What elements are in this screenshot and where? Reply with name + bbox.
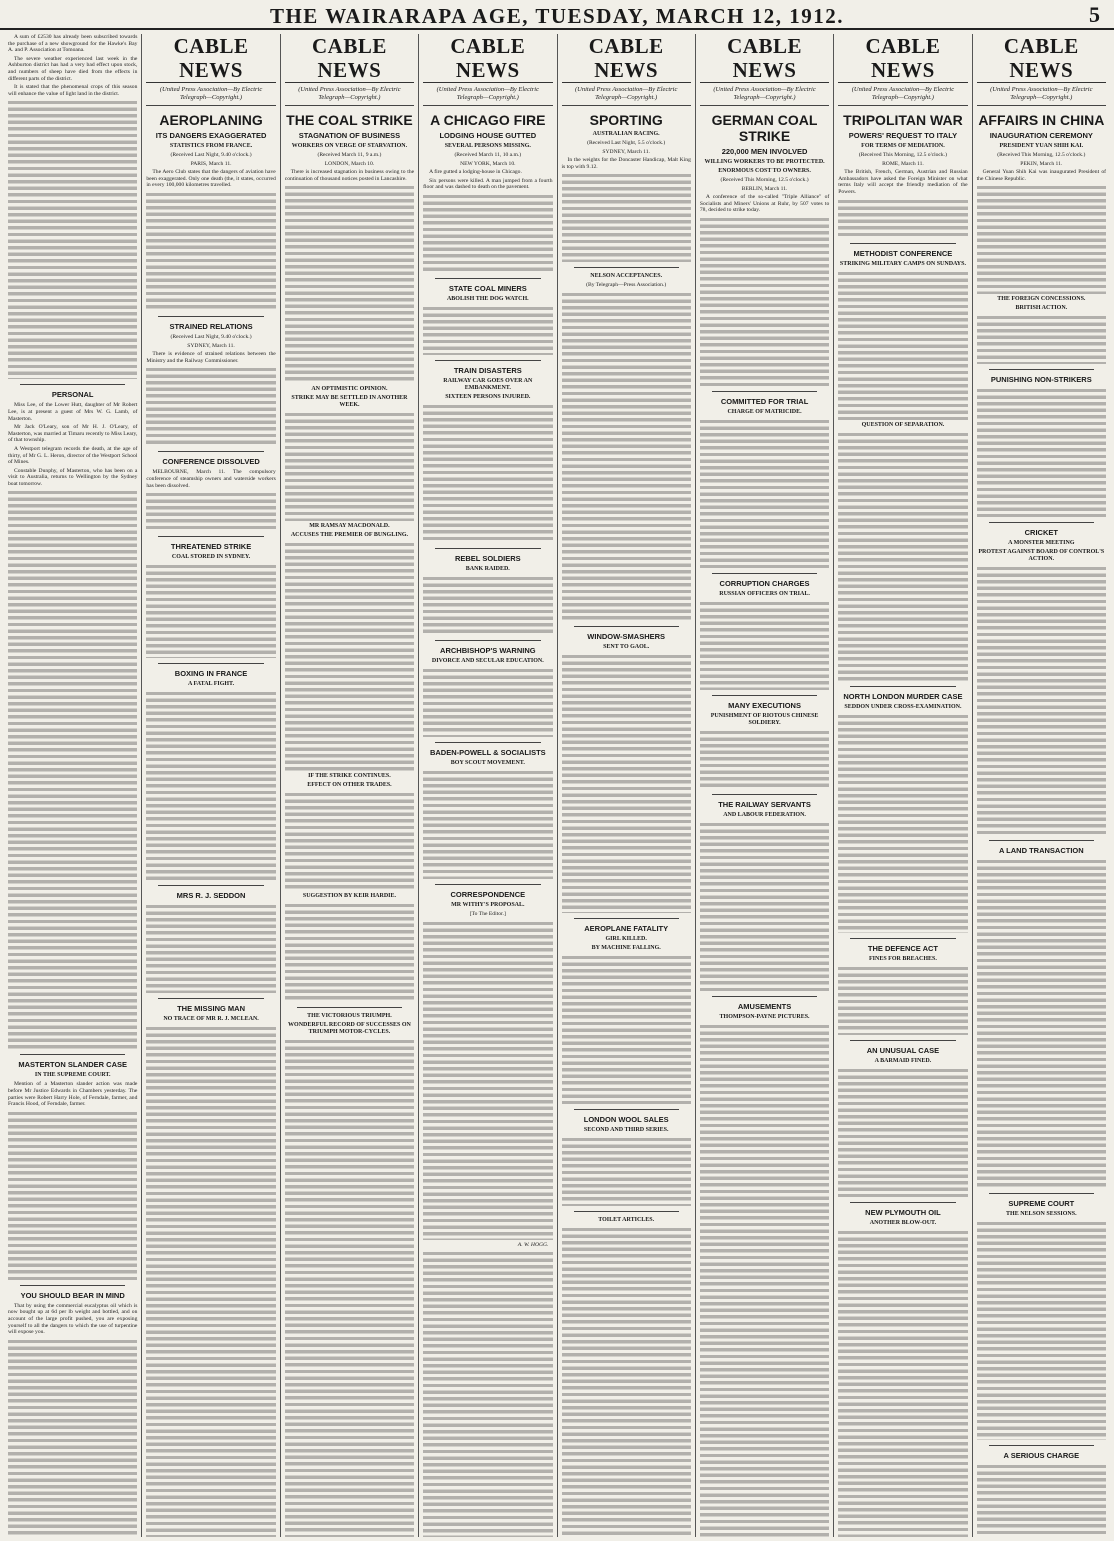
- headline-punishing-non-strikers: PUNISHING NON-STRIKERS: [990, 375, 1092, 385]
- divider: [435, 640, 540, 641]
- subheadline: POWERS' REQUEST TO ITALY: [848, 131, 958, 140]
- cable-news-banner: CABLE NEWS: [838, 34, 967, 83]
- divider: [297, 1007, 402, 1008]
- subheadline: A BARMAID FINED.: [874, 1057, 932, 1064]
- subheadline: STRIKE MAY BE SETTLED IN ANOTHER WEEK.: [291, 395, 408, 409]
- headline-conference: CONFERENCE DISSOLVED: [162, 457, 260, 467]
- subheadline: SIXTEEN PERSONS INJURED.: [445, 393, 531, 400]
- headline-tripolitan-war: TRIPOLITAN WAR: [843, 112, 963, 128]
- divider: [712, 996, 817, 997]
- headline-amusements: AMUSEMENTS: [737, 1001, 792, 1011]
- text-block: [562, 954, 691, 1104]
- advert-heading: THE VICTORIOUS TRIUMPH.: [307, 1013, 392, 1020]
- subheadline: FINES FOR BREACHES.: [869, 955, 937, 962]
- divider: [435, 548, 540, 549]
- dateline: SYDNEY, March 11.: [602, 148, 650, 155]
- section-heading: SUGGESTION BY KEIR HARDIE.: [302, 893, 396, 900]
- received-line: (Received This Morning, 12.5 o'clock.): [720, 177, 809, 183]
- dateline: SYDNEY, March 11.: [187, 342, 235, 349]
- received-line: (Received This Morning, 12.5 o'clock.): [858, 152, 947, 158]
- cable-credit: (United Press Association—By Electric Telegraph—Copyright.): [838, 85, 967, 106]
- subheadline: A MONSTER MEETING: [1008, 540, 1075, 547]
- headline-archbishop: ARCHBISHOP'S WARNING: [440, 645, 536, 655]
- divider: [158, 536, 263, 537]
- divider: [850, 938, 955, 939]
- advert-subheading: WONDERFUL RECORD OF SUCCESSES ON TRIUMPH MOTOR-CYCLES.: [288, 1022, 411, 1036]
- paragraph: General Yuan Shih Kai was inaugurated President of the Chinese Republic.: [976, 169, 1106, 182]
- dateline: ROME, March 11.: [882, 160, 924, 167]
- paragraph: It is stated that the phenomenal crops of this season will enhance the value of light land in the district.: [8, 84, 138, 97]
- cable-credit: (United Press Association—By Electric Telegraph—Copyright.): [977, 85, 1106, 106]
- text-block: [285, 902, 414, 1002]
- received-line: (Received Last Night, 9.40 o'clock.): [170, 152, 252, 158]
- paragraph: The British, French, German, Austrian and Russian Ambassadors have asked the Foreign Minister on what terms Italy will accept the friendly mediation of the Powers.: [838, 169, 968, 195]
- received-line: (Received March 11, 10 a.m.): [454, 152, 522, 158]
- paragraph: The Aero Club states that the dangers of aviation have been exaggerated. Only one death (the, it states, occurred in every 100,000 kilometres travelled.: [146, 169, 276, 189]
- headline-wool-sales: LONDON WOOL SALES: [583, 1114, 669, 1124]
- divider: [712, 573, 817, 574]
- divider: [989, 1445, 1094, 1446]
- divider: [20, 1285, 125, 1286]
- text-block: [146, 903, 275, 993]
- divider: [435, 742, 540, 743]
- column-4: [419, 34, 557, 1537]
- subheadline: SECOND AND THIRD SERIES.: [583, 1126, 669, 1133]
- advert-heading: YOU SHOULD BEAR IN MIND: [20, 1290, 125, 1300]
- divider: [574, 1211, 679, 1212]
- subheadline: STAGNATION OF BUSINESS: [298, 131, 401, 140]
- headline-aeroplane-fatality: AEROPLANE FATALITY: [584, 923, 669, 933]
- subheadline: MR WITHY'S PROPOSAL.: [451, 901, 525, 908]
- subheadline: BOY SCOUT MOVEMENT.: [450, 759, 525, 766]
- text-block: [146, 491, 275, 531]
- divider: [574, 1109, 679, 1110]
- text-block: [423, 193, 552, 273]
- headline-methodist-conference: METHODIST CONFERENCE: [853, 248, 953, 258]
- text-block: [285, 541, 414, 771]
- text-block: [977, 184, 1106, 294]
- received-line: (Received Last Night, 5.5 o'clock.): [587, 140, 666, 146]
- headline-murder-case: NORTH LONDON MURDER CASE: [843, 691, 963, 701]
- text-block: [562, 1136, 691, 1206]
- text-block: [977, 858, 1106, 1188]
- text-block: [562, 172, 691, 262]
- divider: [712, 695, 817, 696]
- paragraph: Constable Dunphy, of Masterton, who has been on a visit to Australia, returns to Wellington by the Sydney boat tomorrow.: [8, 467, 138, 487]
- column-5: [558, 34, 696, 1537]
- text-block: [838, 270, 967, 420]
- subheadline: ENORMOUS COST TO OWNERS.: [718, 168, 811, 174]
- text-block: [8, 489, 137, 1049]
- paragraph: A sum of £2530 has already been subscribed towards the purchase of a new showground for the Hawke's Bay A. and P. Association at Tomoana.: [8, 34, 138, 54]
- divider: [574, 267, 679, 268]
- text-block: [146, 1025, 275, 1537]
- text-block: [838, 431, 967, 681]
- text-block: [977, 314, 1106, 364]
- divider: [158, 663, 263, 664]
- headline-supreme-court: SUPREME COURT: [1008, 1199, 1075, 1209]
- text-block: [562, 653, 691, 913]
- subheadline: RAILWAY CAR GOES OVER AN EMBANKMENT.: [443, 377, 533, 391]
- text-block: [146, 563, 275, 658]
- cable-credit: (United Press Association—By Electric Telegraph—Copyright.): [285, 85, 414, 106]
- advert-text: That by using the commercial eucalyptus oil which is now bought up at 6d per lb weight and bottled, and on account of the large profit pushed, you are exposing yourself to all the dangers to which the use of turpentine will expose you.: [8, 1302, 138, 1336]
- divider: [850, 1040, 955, 1041]
- headline-committed-for-trial: COMMITTED FOR TRIAL: [720, 396, 809, 406]
- divider: [20, 384, 125, 385]
- text-block: [146, 366, 275, 446]
- cable-news-banner: CABLE NEWS: [423, 34, 552, 83]
- headline-baden-powell: BADEN-POWELL & SOCIALISTS: [429, 747, 546, 757]
- subheadline: CHARGE OF MATRICIDE.: [727, 408, 802, 415]
- section-subheading: IN THE SUPREME COURT.: [34, 1072, 111, 1079]
- dateline: PARIS, March 11.: [190, 160, 232, 167]
- press-credit: (By Telegraph—Press Association.): [586, 282, 667, 289]
- divider: [158, 316, 263, 317]
- subheadline: PUNISHMENT OF RIOTOUS CHINESE SOLDIERY.: [710, 712, 819, 726]
- newspaper-title: THE WAIRARAPA AGE, TUESDAY, MARCH 12, 1912.: [269, 4, 845, 28]
- headline-affairs-in-china: AFFAIRS IN CHINA: [978, 112, 1105, 128]
- text-block: [700, 729, 829, 789]
- subheadline: STRIKING MILITARY CAMPS ON SUNDAYS.: [839, 260, 966, 267]
- subheadline: A FATAL FIGHT.: [188, 681, 235, 688]
- subheadline: ACCUSES THE PREMIER OF BUNGLING.: [290, 532, 409, 539]
- subheadline: LODGING HOUSE GUTTED: [439, 131, 537, 140]
- headline-cricket: CRICKET: [1024, 528, 1058, 538]
- advert-heading: TOILET ARTICLES.: [598, 1216, 655, 1223]
- subheadline: SENT TO GAOL.: [603, 643, 650, 650]
- dateline: BERLIN, March 11.: [741, 185, 788, 192]
- headline-corruption: CORRUPTION CHARGES: [719, 578, 810, 588]
- subheadline: WILLING WORKERS TO BE PROTECTED.: [704, 159, 825, 165]
- headline-boxing: BOXING IN FRANCE: [174, 669, 248, 679]
- dateline: PEKIN, March 11.: [1020, 160, 1063, 167]
- section-heading: IF THE STRIKE CONTINUES.: [308, 773, 391, 780]
- text-block: [423, 575, 552, 635]
- subheadline: GIRL KILLED.: [605, 935, 647, 942]
- divider: [989, 369, 1094, 370]
- text-block: [977, 1463, 1106, 1537]
- subheadline: RUSSIAN OFFICERS ON TRIAL.: [719, 590, 810, 597]
- subheadline: STATISTICS FROM FRANCE.: [169, 143, 253, 149]
- text-block: [700, 1023, 829, 1537]
- headline-nelson-acceptances: NELSON ACCEPTANCES.: [590, 273, 663, 280]
- headline-rebel-soldiers: REBEL SOLDIERS: [454, 553, 521, 563]
- headline-seddon: MRS R. J. SEDDON: [176, 891, 246, 901]
- paragraph: In the weights for the Doncaster Handicap, Malt King is top with 9.12.: [561, 157, 691, 170]
- text-block: [977, 1220, 1106, 1440]
- cable-credit: (United Press Association—By Electric Telegraph—Copyright.): [423, 85, 552, 106]
- text-block: [423, 305, 552, 355]
- subheadline: BY MACHINE FALLING.: [591, 944, 661, 951]
- paragraph: MELBOURNE, March 11. The compulsory conference of steamship owners and waterside workers has been dissolved.: [146, 469, 276, 489]
- divider: [435, 278, 540, 279]
- text-block: [423, 1250, 552, 1537]
- received-line: (Received This Morning, 12.5 o'clock.): [997, 152, 1086, 158]
- headline-unusual-case: AN UNUSUAL CASE: [866, 1045, 940, 1055]
- text-block: [423, 403, 552, 543]
- divider: [158, 885, 263, 886]
- cable-news-banner: CABLE NEWS: [562, 34, 691, 83]
- text-block: [977, 387, 1106, 517]
- paragraph: Mr Jack O'Leary, son of Mr H. J. O'Leary, of Masterton, was married at Timaru recently to Miss Leary, of that township.: [8, 424, 138, 444]
- section-heading: THE FOREIGN CONCESSIONS.: [997, 296, 1086, 303]
- page-number: 5: [1089, 2, 1100, 27]
- text-block: [562, 291, 691, 621]
- subheadline: AUSTRALIAN RACING.: [592, 131, 660, 137]
- subheadline: DIVORCE AND SECULAR EDUCATION.: [431, 657, 544, 664]
- headline-coal-miners: STATE COAL MINERS: [448, 283, 527, 293]
- section-heading-personal: PERSONAL: [51, 390, 94, 400]
- column-6: [696, 34, 834, 1537]
- paragraph: A fire gutted a lodging-house in Chicago.: [429, 169, 522, 176]
- paragraph: A Westport telegram records the death, at the age of thirty, of Mr G. L. Heron, director of the Westport School of Mines.: [8, 445, 138, 466]
- cable-news-banner: CABLE NEWS: [285, 34, 414, 83]
- headline-missing-man: THE MISSING MAN: [177, 1004, 246, 1014]
- subheadline: ANOTHER BLOW-OUT.: [869, 1219, 937, 1226]
- subheadline: SEDDON UNDER CROSS-EXAMINATION.: [844, 703, 962, 710]
- subheadline: ABOLISH THE DOG WATCH.: [446, 295, 529, 302]
- text-block: [838, 198, 967, 238]
- subheadline: PROTEST AGAINST BOARD OF CONTROL'S ACTION.: [978, 549, 1105, 563]
- subheadline: PRESIDENT YUAN SHIH KAI.: [999, 143, 1084, 149]
- text-block: [285, 1038, 414, 1537]
- headline-coal-strike: THE COAL STRIKE: [286, 112, 413, 128]
- subheadline: BRITISH ACTION.: [1015, 305, 1068, 312]
- subheadline: INAUGURATION CEREMONY: [989, 131, 1093, 140]
- headline-window-smashers: WINDOW-SMASHERS: [587, 631, 666, 641]
- column-1: [4, 34, 142, 1537]
- subheadline: COAL STORED IN SYDNEY.: [171, 554, 251, 561]
- section-heading: QUESTION OF SEPARATION.: [861, 421, 945, 428]
- section-heading: AN OPTIMISTIC OPINION.: [311, 386, 388, 393]
- text-block: [146, 191, 275, 311]
- divider: [435, 884, 540, 885]
- subheadline: FOR TERMS OF MEDIATION.: [861, 143, 945, 149]
- newspaper-columns: [4, 34, 1110, 1537]
- text-block: [423, 667, 552, 737]
- divider: [574, 918, 679, 919]
- cable-credit: (United Press Association—By Electric Telegraph—Copyright.): [146, 85, 275, 106]
- text-block: [285, 184, 414, 384]
- text-block: [8, 1338, 137, 1537]
- subheadline: BANK RAIDED.: [465, 565, 510, 572]
- text-block: [838, 1229, 967, 1537]
- text-block: [700, 216, 829, 386]
- divider: [850, 243, 955, 244]
- text-block: [700, 418, 829, 568]
- subheadline: THE NELSON SESSIONS.: [1006, 1211, 1077, 1218]
- subheadline: ITS DANGERS EXAGGERATED: [155, 131, 267, 140]
- editor-note: [To The Editor.]: [469, 910, 506, 917]
- dateline: LONDON, March 10.: [324, 160, 375, 167]
- headline-executions: MANY EXECUTIONS: [728, 700, 801, 710]
- subheadline: EFFECT ON OTHER TRADES.: [307, 782, 392, 789]
- cable-news-banner: CABLE NEWS: [146, 34, 275, 83]
- text-block: [700, 600, 829, 690]
- text-block: [8, 1110, 137, 1280]
- paragraph: A conference of the so-called "Triple Alliance" of Socialists and Miners' Unions at Ruhr, by 507 votes to 78, decided to strike today.: [699, 194, 830, 214]
- text-block: [285, 791, 414, 891]
- text-block: [146, 690, 275, 880]
- divider: [850, 1202, 955, 1203]
- text-block: [562, 1226, 691, 1537]
- divider: [989, 840, 1094, 841]
- headline-land-transaction: A LAND TRANSACTION: [998, 846, 1084, 856]
- paragraph: There is increased stagnation in business owing to the continuation of thousand notices posted in Lancashire.: [284, 169, 415, 182]
- subheadline: NO TRACE OF MR R. J. MCLEAN.: [163, 1016, 259, 1023]
- paragraph: Mention of a Masterton slander action was made before Mr Justice Edwards in Chambers yesterday. The parties were Robert Harry Hole, of Ferndale, farmer, and Francis Hood, of Ferndale, farmer.: [8, 1081, 138, 1108]
- cable-credit: (United Press Association—By Electric Telegraph—Copyright.): [562, 85, 691, 106]
- divider: [989, 1193, 1094, 1194]
- headline-sporting: SPORTING: [589, 112, 663, 128]
- section-heading-slander: MASTERTON SLANDER CASE: [18, 1060, 127, 1070]
- text-block: [8, 99, 137, 379]
- paragraph: Miss Lee, of the Lower Hutt, daughter of Mr Robert Lee, is at present a guest of Mrs W. G. Lamb, of Masterton.: [8, 402, 138, 422]
- subheadline: AND LABOUR FEDERATION.: [723, 811, 806, 818]
- paragraph: Six persons were killed. A man jumped from a fourth floor and was dashed to death on the pavement.: [423, 177, 553, 191]
- divider: [158, 998, 263, 999]
- divider: [989, 522, 1094, 523]
- cable-news-banner: CABLE NEWS: [977, 34, 1106, 83]
- divider: [712, 391, 817, 392]
- dateline: NEW YORK, March 10.: [460, 160, 516, 167]
- cable-credit: (United Press Association—By Electric Telegraph—Copyright.): [700, 85, 829, 106]
- text-block: [838, 965, 967, 1035]
- subheadline: WORKERS ON VERGE OF STARVATION.: [291, 143, 408, 149]
- text-block: [838, 713, 967, 933]
- text-block: [423, 920, 552, 1240]
- headline-threatened-strike: THREATENED STRIKE: [170, 542, 252, 552]
- headline-serious-charge: A SERIOUS CHARGE: [1003, 1451, 1080, 1461]
- headline-aeroplaning: AEROPLANING: [159, 112, 263, 128]
- divider: [435, 360, 540, 361]
- text-block: [700, 821, 829, 991]
- subheadline: THOMPSON-PAYNE PICTURES.: [719, 1013, 810, 1020]
- subheadline: 220,000 MEN INVOLVED: [721, 147, 808, 156]
- divider: [158, 451, 263, 452]
- headline-railway-servants: THE RAILWAY SERVANTS: [718, 799, 811, 809]
- headline-defence-act: THE DEFENCE ACT: [867, 943, 938, 953]
- column-2: [142, 34, 280, 1537]
- paragraph: There is evidence of strained relations between the Ministry and the Railway Commissioner.: [146, 351, 276, 364]
- received-line: (Received Last Night, 9.40 o'clock.): [170, 333, 252, 340]
- text-block: [423, 769, 552, 879]
- headline-chicago-fire: A CHICAGO FIRE: [430, 112, 546, 128]
- headline-german-coal-strike: GERMAN COAL STRIKE: [711, 112, 818, 144]
- column-3: [281, 34, 419, 1537]
- column-7: [834, 34, 972, 1537]
- headline-correspondence: CORRESPONDENCE: [450, 889, 526, 899]
- letter-signature: A. W. HOGG.: [517, 1241, 549, 1248]
- received-line: (Received March 11, 9 a.m.): [317, 152, 382, 158]
- subheadline: SEVERAL PERSONS MISSING.: [444, 143, 531, 149]
- text-block: [977, 565, 1106, 835]
- text-block: [285, 411, 414, 521]
- cable-news-banner: CABLE NEWS: [700, 34, 829, 83]
- masthead: [0, 0, 1114, 30]
- paragraph: The severe weather experienced last week in the Ashburton district has had a very bad effect upon stock, and numbers of sheep have died from the effects in different parts of the district.: [8, 55, 138, 82]
- divider: [712, 794, 817, 795]
- column-8: [973, 34, 1110, 1537]
- text-block: [838, 1067, 967, 1197]
- headline-plymouth-oil: NEW PLYMOUTH OIL: [865, 1207, 941, 1217]
- headline-train-disasters: TRAIN DISASTERS: [453, 365, 522, 375]
- section-heading: MR RAMSAY MACDONALD.: [309, 523, 390, 530]
- divider: [20, 1054, 125, 1055]
- divider: [574, 626, 679, 627]
- divider: [850, 686, 955, 687]
- headline-strained-relations: STRAINED RELATIONS: [169, 321, 253, 331]
